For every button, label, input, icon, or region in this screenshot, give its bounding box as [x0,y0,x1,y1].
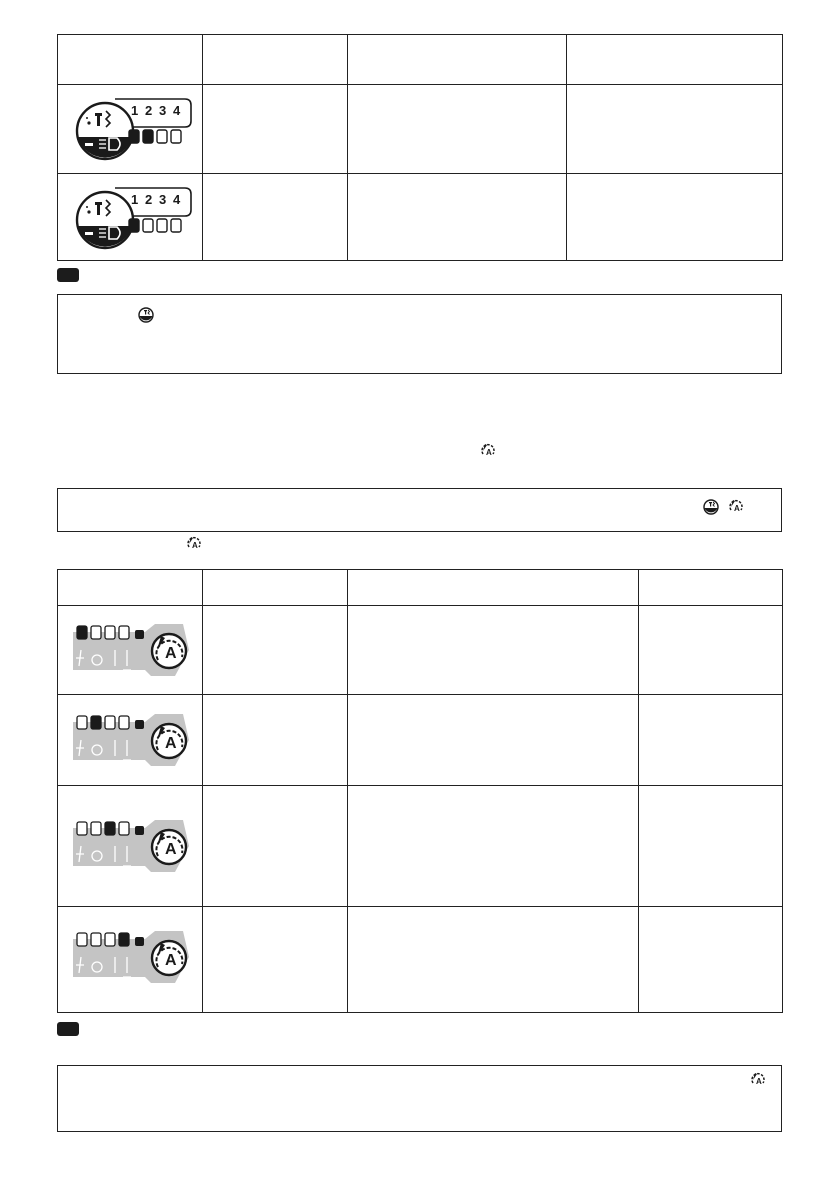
panel-lamp-2 [91,716,101,729]
panel-lamp-1 [77,716,87,729]
top-table-panel-cell [58,85,203,174]
auto-mode-letter: A [165,841,177,858]
panel-lamp-3 [157,130,167,143]
panel-digit-1: 1 [131,103,139,118]
panel-digit-2: 2 [145,192,153,207]
bottom-table-cell [348,695,639,786]
panel-digit-4: 4 [173,192,181,207]
light-mode-icon [138,307,154,323]
label-tag-icon [57,268,79,282]
panel-lamp-1 [77,933,87,946]
bottom-table-cell [639,786,783,907]
top-table-row [58,174,783,261]
note-box [57,294,782,374]
bottom-table-row [58,786,783,907]
panel-lamp-3 [105,933,115,946]
bottom-table [57,569,783,1013]
auto-mode-letter: A [165,952,177,969]
light-mode-panel-2-icon [65,85,195,165]
auto-mode-panel-4-icon [65,927,195,987]
bottom-table-header-row [58,570,783,606]
panel-lamp-3 [105,626,115,639]
auto-stop-mode-icon [186,536,202,552]
mode-indicator-lamp [135,937,144,946]
top-table-header-cell [567,35,783,85]
panel-lamp-3 [105,822,115,835]
auto-stop-mode-icon [750,1072,766,1088]
panel-lamp-4 [171,130,181,143]
svg-text:A: A [486,448,492,457]
bottom-table-row [58,606,783,695]
bottom-table-cell [348,786,639,907]
auto-mode-letter: A [165,645,177,662]
bottom-table-cell [203,695,348,786]
bottom-table-cell [639,606,783,695]
top-table-header-cell [348,35,567,85]
top-table-cell [203,85,348,174]
mode-indicator-lamp [135,630,144,639]
top-table [57,34,783,261]
bottom-table-header-cell [639,570,783,606]
panel-digit-1: 1 [131,192,139,207]
top-table-cell [203,174,348,261]
panel-lamp-4 [171,219,181,232]
bottom-table-header-cell [348,570,639,606]
bottom-table-cell [348,907,639,1013]
panel-lamp-1 [77,626,87,639]
bottom-table-panel-cell [58,786,203,907]
top-table-cell [348,174,567,261]
bottom-table-row [58,907,783,1013]
panel-lamp-2 [143,219,153,232]
panel-lamp-2 [91,822,101,835]
note-box [57,488,782,532]
bottom-table-panel-cell [58,907,203,1013]
top-table-row [58,85,783,174]
panel-lamp-1 [77,822,87,835]
top-table-panel-cell [58,174,203,261]
bottom-table-cell [203,786,348,907]
panel-digit-3: 3 [159,103,167,118]
bottom-table-cell [203,907,348,1013]
light-mode-icon [703,499,719,515]
bottom-table-cell [639,695,783,786]
panel-lamp-2 [91,626,101,639]
panel-lamp-3 [105,716,115,729]
panel-lamp-4 [119,822,129,835]
panel-lamp-1 [129,130,139,143]
note-box [57,1065,782,1132]
top-table-cell [348,85,567,174]
panel-lamp-3 [157,219,167,232]
auto-stop-mode-icon [480,443,496,459]
panel-digit-4: 4 [173,103,181,118]
bottom-table-cell [203,606,348,695]
auto-mode-letter: A [165,735,177,752]
bottom-table-row [58,695,783,786]
panel-lamp-2 [91,933,101,946]
bottom-table-header-cell [58,570,203,606]
auto-mode-panel-3-icon [65,816,195,876]
panel-digit-3: 3 [159,192,167,207]
panel-lamp-4 [119,626,129,639]
panel-lamp-4 [119,933,129,946]
top-table-cell [567,85,783,174]
top-table-header-cell [203,35,348,85]
label-tag-icon [57,1022,79,1036]
bottom-table-header-cell [203,570,348,606]
panel-lamp-2 [143,130,153,143]
auto-stop-mode-icon [728,499,744,515]
bottom-table-cell [348,606,639,695]
mode-indicator-lamp [135,826,144,835]
panel-lamp-4 [119,716,129,729]
top-table-header-cell [58,35,203,85]
bottom-table-panel-cell [58,695,203,786]
top-table-header-row [58,35,783,85]
top-table-cell [567,174,783,261]
bottom-table-panel-cell [58,606,203,695]
light-mode-panel-1-icon [65,174,195,254]
bottom-table-cell [639,907,783,1013]
panel-digit-2: 2 [145,103,153,118]
svg-text:A: A [734,504,740,513]
svg-text:A: A [192,541,198,550]
auto-mode-panel-1-icon [65,620,195,680]
mode-indicator-lamp [135,720,144,729]
svg-text:A: A [756,1077,762,1086]
panel-lamp-1 [129,219,139,232]
auto-mode-panel-2-icon [65,710,195,770]
